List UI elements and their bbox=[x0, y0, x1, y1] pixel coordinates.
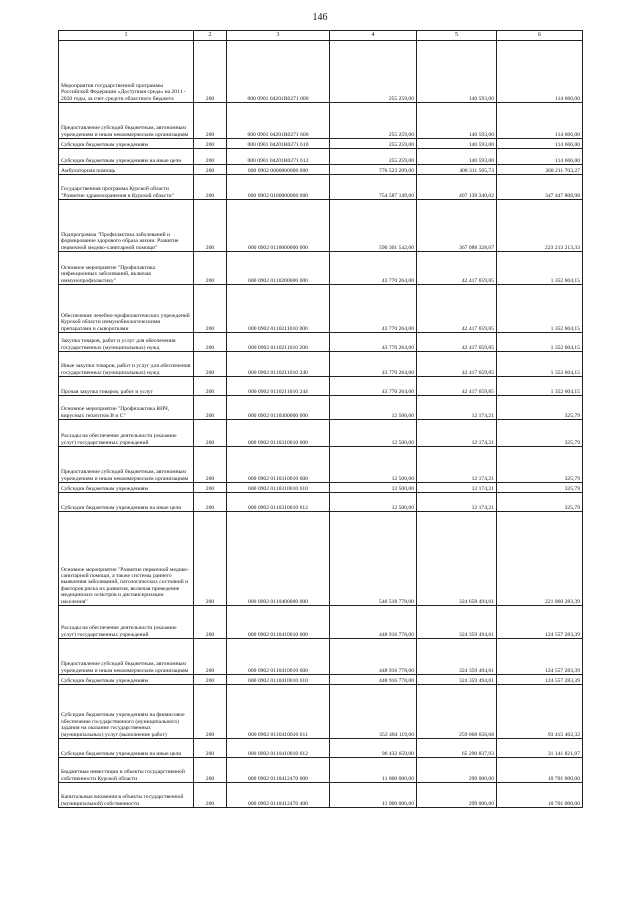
row-approved-amount: 754 587 149,00 bbox=[330, 175, 417, 200]
table-row bbox=[59, 639, 583, 675]
row-line-code: 200 bbox=[194, 41, 227, 103]
row-executed-amount: 408 311 505,73 bbox=[417, 165, 497, 175]
row-executed-amount: 140 593,00 bbox=[417, 149, 497, 165]
table-row bbox=[59, 512, 583, 606]
row-unexecuted-amount: 1 352 604,15 bbox=[497, 352, 583, 377]
row-name: Иные закупки товаров, работ и услуг для обеспечения государственных (муниципальных) нужд bbox=[59, 352, 194, 377]
row-line-code: 200 bbox=[194, 512, 227, 606]
row-line-code: 200 bbox=[194, 783, 227, 808]
table-row bbox=[59, 685, 583, 739]
row-executed-amount: 140 593,00 bbox=[417, 139, 497, 149]
row-unexecuted-amount: 1 352 604,15 bbox=[497, 377, 583, 396]
row-budget-code: 000 0902 0110310010 000 bbox=[227, 420, 330, 447]
row-executed-amount: 324 359 494,61 bbox=[417, 639, 497, 675]
row-name: Бюджетные инвестиции в объекты государственной собственности Курской области bbox=[59, 758, 194, 783]
row-unexecuted-amount: 221 860 283,39 bbox=[497, 512, 583, 606]
row-executed-amount: 42 417 659,85 bbox=[417, 352, 497, 377]
table-row bbox=[59, 783, 583, 808]
row-executed-amount: 407 139 340,02 bbox=[417, 175, 497, 200]
table-body bbox=[59, 41, 583, 808]
row-approved-amount: 12 500,00 bbox=[330, 493, 417, 512]
row-line-code: 200 bbox=[194, 252, 227, 285]
row-name: Субсидии бюджетным учреждениям на финансовое обеспечение государственного (муниципального) задания на оказание государственных (муниципальных) услуг (выполнение работ) bbox=[59, 685, 194, 739]
row-name: Прочая закупка товаров, работ и услуг bbox=[59, 377, 194, 396]
row-unexecuted-amount: 368 211 703,27 bbox=[497, 165, 583, 175]
row-budget-code: 000 0902 0110211010 244 bbox=[227, 377, 330, 396]
row-name: Субсидии бюджетным учреждениям bbox=[59, 483, 194, 493]
row-budget-code: 000 0902 0110400000 000 bbox=[227, 512, 330, 606]
row-line-code: 200 bbox=[194, 493, 227, 512]
row-approved-amount: 43 770 264,00 bbox=[330, 333, 417, 352]
row-name: Субсидии бюджетным учреждениям на иные цели bbox=[59, 149, 194, 165]
table-header-row bbox=[59, 31, 583, 41]
row-unexecuted-amount: 325,79 bbox=[497, 420, 583, 447]
row-executed-amount: 324 359 494,61 bbox=[417, 675, 497, 685]
row-name: Предоставление субсидий бюджетным, автономным учреждениям и иным некоммерческим организациям bbox=[59, 103, 194, 139]
table-row bbox=[59, 165, 583, 175]
row-approved-amount: 43 770 264,00 bbox=[330, 252, 417, 285]
row-budget-code: 000 0902 0110211010 200 bbox=[227, 333, 330, 352]
table-row bbox=[59, 420, 583, 447]
row-unexecuted-amount: 10 701 000,00 bbox=[497, 758, 583, 783]
table-row bbox=[59, 483, 583, 493]
row-unexecuted-amount: 124 557 283,39 bbox=[497, 639, 583, 675]
row-budget-code: 000 0901 04201R0271 610 bbox=[227, 139, 330, 149]
row-unexecuted-amount: 31 141 821,07 bbox=[497, 739, 583, 758]
row-approved-amount: 43 770 264,00 bbox=[330, 377, 417, 396]
row-unexecuted-amount: 1 352 604,15 bbox=[497, 252, 583, 285]
row-unexecuted-amount: 347 447 808,98 bbox=[497, 175, 583, 200]
row-approved-amount: 776 523 209,00 bbox=[330, 165, 417, 175]
row-name: Субсидии бюджетным учреждениям bbox=[59, 139, 194, 149]
row-budget-code: 000 0902 0110410010 610 bbox=[227, 675, 330, 685]
table-row bbox=[59, 606, 583, 639]
row-approved-amount: 96 432 659,00 bbox=[330, 739, 417, 758]
table-row bbox=[59, 103, 583, 139]
header-col-6: 6 bbox=[497, 31, 583, 41]
table-row bbox=[59, 149, 583, 165]
row-name: Закупка товаров, работ и услуг для обеспечения государственных (муниципальных) нужд bbox=[59, 333, 194, 352]
row-unexecuted-amount: 325,79 bbox=[497, 493, 583, 512]
row-executed-amount: 259 068 656,68 bbox=[417, 685, 497, 739]
row-executed-amount: 42 417 659,85 bbox=[417, 285, 497, 333]
table-row bbox=[59, 493, 583, 512]
row-executed-amount: 12 174,21 bbox=[417, 420, 497, 447]
row-line-code: 200 bbox=[194, 103, 227, 139]
row-executed-amount: 324 359 494,61 bbox=[417, 606, 497, 639]
row-line-code: 200 bbox=[194, 333, 227, 352]
row-unexecuted-amount: 1 352 604,15 bbox=[497, 333, 583, 352]
row-name: Основное мероприятие "Профилактика ВИЧ, вирусных гепатитов В и С" bbox=[59, 396, 194, 420]
row-line-code: 200 bbox=[194, 175, 227, 200]
table-row bbox=[59, 396, 583, 420]
page-number: 146 bbox=[312, 12, 328, 23]
row-line-code: 200 bbox=[194, 285, 227, 333]
row-budget-code: 000 0902 0110300000 000 bbox=[227, 396, 330, 420]
row-unexecuted-amount: 223 213 213,33 bbox=[497, 200, 583, 252]
row-unexecuted-amount: 325,79 bbox=[497, 396, 583, 420]
row-name: Амбулаторная помощь bbox=[59, 165, 194, 175]
row-line-code: 200 bbox=[194, 139, 227, 149]
table-row bbox=[59, 758, 583, 783]
row-line-code: 200 bbox=[194, 739, 227, 758]
row-approved-amount: 590 301 542,00 bbox=[330, 200, 417, 252]
row-executed-amount: 140 593,00 bbox=[417, 103, 497, 139]
header-col-5: 5 bbox=[417, 31, 497, 41]
row-budget-code: 000 0902 0110000000 000 bbox=[227, 200, 330, 252]
row-budget-code: 000 0902 0110200000 000 bbox=[227, 252, 330, 285]
row-unexecuted-amount: 325,79 bbox=[497, 447, 583, 483]
row-executed-amount: 42 417 659,85 bbox=[417, 333, 497, 352]
row-approved-amount: 12 500,00 bbox=[330, 483, 417, 493]
table-row bbox=[59, 377, 583, 396]
row-executed-amount: 12 174,21 bbox=[417, 447, 497, 483]
row-approved-amount: 448 916 778,00 bbox=[330, 675, 417, 685]
table-row bbox=[59, 333, 583, 352]
row-unexecuted-amount: 93 415 462,32 bbox=[497, 685, 583, 739]
row-executed-amount: 12 174,21 bbox=[417, 483, 497, 493]
row-line-code: 200 bbox=[194, 200, 227, 252]
table-row bbox=[59, 352, 583, 377]
table-row bbox=[59, 675, 583, 685]
row-name: Основное мероприятие "Развитие первичной медико-санитарной помощи, а также системы раннего выявления заболеваний, патологических состояний и факторов риска их развития, включая проведение медицинских осмотров и диспансеризации населения" bbox=[59, 512, 194, 606]
row-line-code: 200 bbox=[194, 675, 227, 685]
row-budget-code: 000 0902 0110412470 400 bbox=[227, 783, 330, 808]
row-name: Предоставление субсидий бюджетным, автономным учреждениям и иным некоммерческим организациям bbox=[59, 639, 194, 675]
row-budget-code: 000 0902 0110410010 600 bbox=[227, 639, 330, 675]
row-unexecuted-amount: 114 666,00 bbox=[497, 139, 583, 149]
row-line-code: 200 bbox=[194, 685, 227, 739]
table-row bbox=[59, 200, 583, 252]
row-name: Подпрограмма "Профилактика заболеваний и формирование здорового образа жизни. Развитие первичной медико-санитарной помощи" bbox=[59, 200, 194, 252]
row-executed-amount: 65 290 837,93 bbox=[417, 739, 497, 758]
table-row bbox=[59, 252, 583, 285]
row-executed-amount: 12 174,21 bbox=[417, 396, 497, 420]
row-name: Обеспечение лечебно-профилактических учреждений Курской области иммунобиологическими препаратами и сыворотками bbox=[59, 285, 194, 333]
row-line-code: 200 bbox=[194, 149, 227, 165]
row-unexecuted-amount: 124 557 283,39 bbox=[497, 675, 583, 685]
row-approved-amount: 43 770 264,00 bbox=[330, 352, 417, 377]
row-approved-amount: 12 500,00 bbox=[330, 447, 417, 483]
header-col-3: 3 bbox=[227, 31, 330, 41]
table-row bbox=[59, 739, 583, 758]
row-name: Расходы на обеспечение деятельности (оказание услуг) государственных учреждений bbox=[59, 420, 194, 447]
row-name: Субсидии бюджетным учреждениям bbox=[59, 675, 194, 685]
row-approved-amount: 11 000 000,00 bbox=[330, 783, 417, 808]
row-executed-amount: 42 417 659,85 bbox=[417, 252, 497, 285]
row-approved-amount: 546 518 778,00 bbox=[330, 512, 417, 606]
row-unexecuted-amount: 10 701 000,00 bbox=[497, 783, 583, 808]
row-budget-code: 000 0901 04201R0271 000 bbox=[227, 41, 330, 103]
row-executed-amount: 12 174,21 bbox=[417, 493, 497, 512]
row-line-code: 200 bbox=[194, 352, 227, 377]
row-approved-amount: 12 500,00 bbox=[330, 420, 417, 447]
row-budget-code: 000 0901 04201R0271 612 bbox=[227, 149, 330, 165]
row-budget-code: 000 0902 0110211010 240 bbox=[227, 352, 330, 377]
row-unexecuted-amount: 1 352 604,15 bbox=[497, 285, 583, 333]
row-executed-amount: 299 000,00 bbox=[417, 783, 497, 808]
budget-table bbox=[58, 30, 583, 808]
row-budget-code: 000 0902 0110310010 600 bbox=[227, 447, 330, 483]
row-name: Субсидии бюджетным учреждениям на иные цели bbox=[59, 739, 194, 758]
row-line-code: 200 bbox=[194, 483, 227, 493]
table-row bbox=[59, 139, 583, 149]
row-line-code: 200 bbox=[194, 396, 227, 420]
row-approved-amount: 448 916 778,00 bbox=[330, 639, 417, 675]
row-name: Мероприятия государственной программы Российской Федерации «Доступная среда» на 2011 - 2020 годы, за счет средств областного бюджета bbox=[59, 41, 194, 103]
row-name: Основное мероприятие "Профилактика инфекционных заболеваний, включая иммунопрофилактику" bbox=[59, 252, 194, 285]
row-unexecuted-amount: 325,79 bbox=[497, 483, 583, 493]
row-executed-amount: 299 000,00 bbox=[417, 758, 497, 783]
row-approved-amount: 255 259,00 bbox=[330, 139, 417, 149]
row-line-code: 200 bbox=[194, 420, 227, 447]
row-line-code: 200 bbox=[194, 447, 227, 483]
header-col-1: 1 bbox=[59, 31, 194, 41]
row-executed-amount: 140 593,00 bbox=[417, 41, 497, 103]
row-line-code: 200 bbox=[194, 639, 227, 675]
row-name: Предоставление субсидий бюджетным, автономным учреждениям и иным некоммерческим организациям bbox=[59, 447, 194, 483]
row-budget-code: 000 0902 0110410010 000 bbox=[227, 606, 330, 639]
row-budget-code: 000 0902 0110412470 000 bbox=[227, 758, 330, 783]
row-line-code: 200 bbox=[194, 758, 227, 783]
row-name: Государственная программа Курской области "Развитие здравоохранения в Курской области" bbox=[59, 175, 194, 200]
row-approved-amount: 448 916 778,00 bbox=[330, 606, 417, 639]
row-budget-code: 000 0902 0110310010 610 bbox=[227, 483, 330, 493]
row-approved-amount: 255 259,00 bbox=[330, 103, 417, 139]
row-budget-code: 000 0902 0100000000 000 bbox=[227, 175, 330, 200]
row-executed-amount: 42 417 659,85 bbox=[417, 377, 497, 396]
row-executed-amount: 324 658 494,61 bbox=[417, 512, 497, 606]
table-row bbox=[59, 41, 583, 103]
row-unexecuted-amount: 114 666,00 bbox=[497, 149, 583, 165]
row-approved-amount: 43 770 264,00 bbox=[330, 285, 417, 333]
row-approved-amount: 352 484 119,00 bbox=[330, 685, 417, 739]
row-name: Капитальные вложения в объекты государственной (муниципальной) собственности bbox=[59, 783, 194, 808]
header-col-4: 4 bbox=[330, 31, 417, 41]
row-line-code: 200 bbox=[194, 165, 227, 175]
row-budget-code: 000 0902 0110410010 611 bbox=[227, 685, 330, 739]
header-col-2: 2 bbox=[194, 31, 227, 41]
row-line-code: 200 bbox=[194, 377, 227, 396]
row-name: Субсидии бюджетным учреждениям на иные цели bbox=[59, 493, 194, 512]
row-unexecuted-amount: 124 557 283,39 bbox=[497, 606, 583, 639]
row-unexecuted-amount: 114 666,00 bbox=[497, 41, 583, 103]
row-budget-code: 000 0902 0000000000 000 bbox=[227, 165, 330, 175]
row-budget-code: 000 0901 04201R0271 600 bbox=[227, 103, 330, 139]
table-row bbox=[59, 285, 583, 333]
row-executed-amount: 367 088 328,67 bbox=[417, 200, 497, 252]
row-budget-code: 000 0902 0110310010 612 bbox=[227, 493, 330, 512]
row-name: Расходы на обеспечение деятельности (оказание услуг) государственных учреждений bbox=[59, 606, 194, 639]
row-approved-amount: 255 259,00 bbox=[330, 41, 417, 103]
row-approved-amount: 11 000 000,00 bbox=[330, 758, 417, 783]
row-budget-code: 000 0902 0110211010 000 bbox=[227, 285, 330, 333]
row-approved-amount: 12 500,00 bbox=[330, 396, 417, 420]
table-row bbox=[59, 175, 583, 200]
row-approved-amount: 255 259,00 bbox=[330, 149, 417, 165]
row-unexecuted-amount: 114 666,00 bbox=[497, 103, 583, 139]
row-line-code: 200 bbox=[194, 606, 227, 639]
row-budget-code: 000 0902 0110410010 612 bbox=[227, 739, 330, 758]
table-row bbox=[59, 447, 583, 483]
